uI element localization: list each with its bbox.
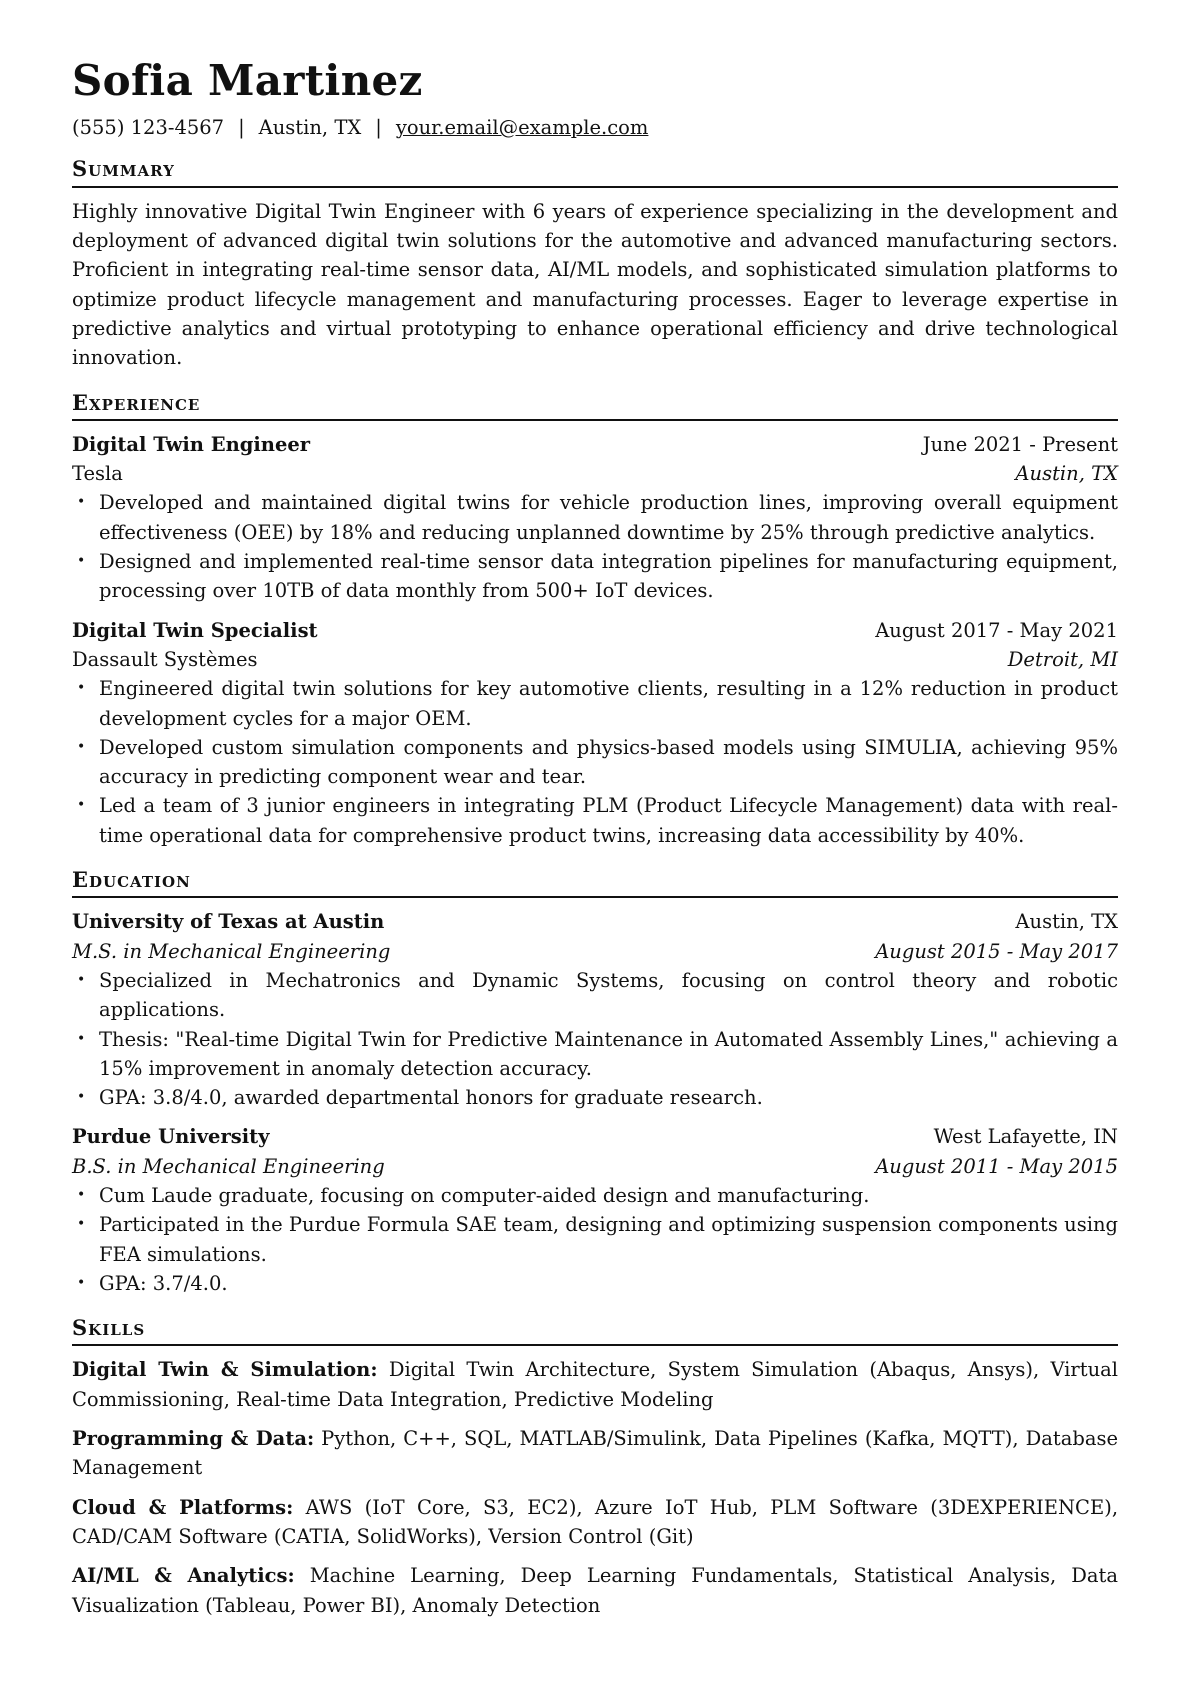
bullet-list [72, 488, 1118, 605]
section-title-education: Education [72, 866, 1118, 898]
education-subheader [72, 1152, 1118, 1181]
job-dates: August 2017 - May 2021 [875, 618, 1118, 642]
bullet-list [72, 966, 1118, 1112]
company-name: Dassault Systèmes [72, 647, 258, 671]
bullet-icon: • [77, 553, 86, 570]
bullet-item: • GPA: 3.8/4.0, awarded departmental honors for graduate research. [99, 1083, 1118, 1112]
location: Austin, TX [258, 116, 362, 140]
bullet-item: • Cum Laude graduate, focusing on computer-aided design and manufacturing. [99, 1181, 1118, 1210]
bullet-item: • Developed custom simulation components and physics-based models using SIMULIA, achieving 95% accuracy in predicting component wear and tear. [99, 733, 1118, 792]
skill-category: Programming & Data: [72, 1427, 315, 1451]
skill-items: AWS (IoT Core, S3, EC2), Azure IoT Hub, PLM Software (3DEXPERIENCE), CAD/CAM Software (CATIA, SolidWorks), Version Control (Git) [72, 1495, 1119, 1548]
bullet-list [72, 674, 1118, 850]
bullet-item: • Designed and implemented real-time sensor data integration pipelines for manufacturing equipment, processing over 10TB of data monthly from 500+ IoT devices. [99, 547, 1118, 606]
experience-subheader [72, 459, 1118, 488]
education-dates: August 2011 - May 2015 [875, 1154, 1118, 1178]
bullet-item: • Participated in the Purdue Formula SAE team, designing and optimizing suspension components using FEA simulations. [99, 1210, 1118, 1269]
education-entry [72, 1122, 1118, 1298]
skill-category: AI/ML & Analytics: [72, 1564, 295, 1588]
skill-category: Digital Twin & Simulation: [72, 1358, 378, 1382]
skill-group [72, 1561, 1118, 1620]
education-dates: August 2015 - May 2017 [875, 939, 1118, 963]
school-name: University of Texas at Austin [72, 910, 385, 934]
job-title: Digital Twin Engineer [72, 432, 311, 456]
bullet-icon: • [77, 1089, 86, 1106]
bullet-icon: • [77, 1216, 86, 1233]
bullet-item: • Developed and maintained digital twins for vehicle production lines, improving overall equipment effectiveness (OEE) by 18% and reducing unplanned downtime by 25% through predictive analytics. [99, 488, 1118, 547]
section-title-experience: Experience [72, 389, 1118, 421]
contact-line [72, 114, 1118, 141]
experience-subheader [72, 645, 1118, 674]
candidate-name: Sofia Martinez [72, 56, 423, 105]
bullet-icon: • [77, 971, 86, 988]
job-dates: June 2021 - Present [922, 432, 1118, 456]
education-header [72, 1122, 1118, 1151]
job-title: Digital Twin Specialist [72, 618, 318, 642]
bullet-item: • Led a team of 3 junior engineers in integrating PLM (Product Lifecycle Management) data with real-time operational data for comprehensive product twins, increasing data accessibility by 40%. [99, 791, 1118, 850]
skill-items: Python, C++, SQL, MATLAB/Simulink, Data Pipelines (Kafka, MQTT), Database Management [72, 1427, 1118, 1480]
degree: B.S. in Mechanical Engineering [72, 1154, 385, 1178]
experience-entry [72, 616, 1118, 850]
experience-entry [72, 430, 1118, 606]
bullet-icon: • [77, 1274, 86, 1291]
school-name: Purdue University [72, 1125, 270, 1149]
job-location: Detroit, MI [1007, 647, 1118, 671]
skill-group [72, 1355, 1118, 1414]
education-header [72, 907, 1118, 936]
section-title-skills: Skills [72, 1314, 1118, 1346]
bullet-item: • Thesis: "Real-time Digital Twin for Predictive Maintenance in Automated Assembly Lines," achieving a 15% improvement in anomaly detection accuracy. [99, 1025, 1118, 1084]
bullet-list [72, 1181, 1118, 1298]
education-subheader [72, 937, 1118, 966]
contact-separator: | [375, 116, 382, 140]
skill-group [72, 1493, 1118, 1552]
bullet-icon: • [77, 494, 86, 511]
bullet-icon: • [77, 1030, 86, 1047]
bullet-item: • Engineered digital twin solutions for key automotive clients, resulting in a 12% reduction in product development cycles for a major OEM. [99, 674, 1118, 733]
bullet-icon: • [77, 1186, 86, 1203]
bullet-icon: • [77, 738, 86, 755]
skill-category: Cloud & Platforms: [72, 1495, 294, 1519]
bullet-item: • Specialized in Mechatronics and Dynamic Systems, focusing on control theory and robotic applications. [99, 966, 1118, 1025]
school-location: West Lafayette, IN [933, 1125, 1118, 1149]
contact-separator: | [238, 116, 245, 140]
company-name: Tesla [72, 462, 123, 486]
bullet-icon: • [77, 680, 86, 697]
experience-header [72, 616, 1118, 645]
education-entry [72, 907, 1118, 1112]
skill-group [72, 1424, 1118, 1483]
school-location: Austin, TX [1015, 910, 1118, 934]
experience-header [72, 430, 1118, 459]
phone-number: (555) 123-4567 [72, 116, 225, 140]
skill-items: Digital Twin Architecture, System Simulation (Abaqus, Ansys), Virtual Commissioning, Real-time Data Integration, Predictive Modeling [72, 1358, 1118, 1411]
bullet-item: • GPA: 3.7/4.0. [99, 1269, 1118, 1298]
email-link[interactable]: your.email@example.com [395, 116, 649, 140]
summary-text: Highly innovative Digital Twin Engineer with 6 years of experience specializing in the development and deployment of advanced digital twin solutions for the automotive and advanced manufacturing sectors. Proficient in integrating real-time sensor data, AI/ML models, and sophisticated simulation platforms to optimize product lifecycle management and manufacturing processes. Eager to leverage expertise in predictive analytics and virtual prototyping to enhance operational efficiency and drive technological innovation. [72, 199, 1118, 370]
skill-items: Machine Learning, Deep Learning Fundamentals, Statistical Analysis, Data Visualization (Tableau, Power BI), Anomaly Detection [72, 1564, 1119, 1617]
degree: M.S. in Mechanical Engineering [72, 939, 391, 963]
bullet-icon: • [77, 797, 86, 814]
job-location: Austin, TX [1015, 462, 1118, 486]
section-title-summary: Summary [72, 155, 1118, 187]
